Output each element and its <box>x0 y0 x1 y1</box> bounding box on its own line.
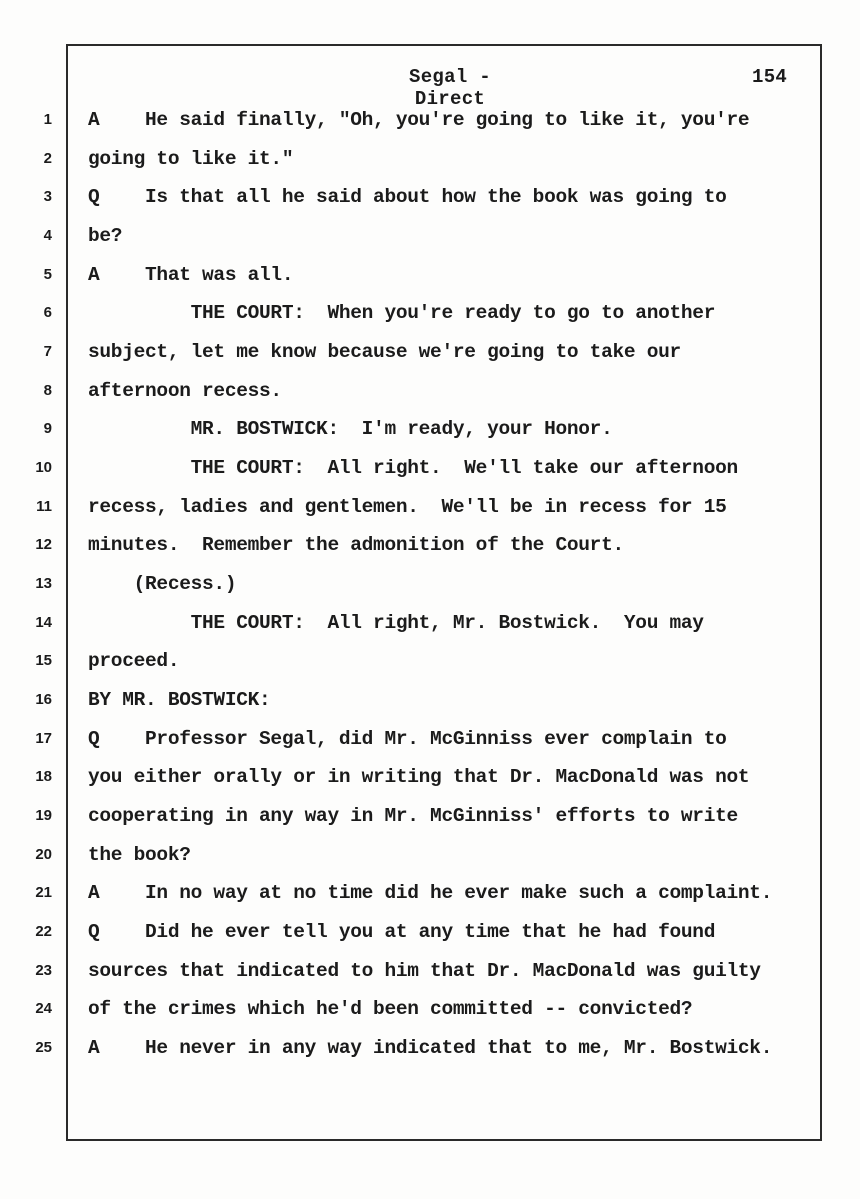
line-text: A He never in any way indicated that to me, Mr. Bostwick. <box>88 1037 773 1060</box>
line-number: 7 <box>43 343 52 361</box>
transcript-line <box>0 878 860 908</box>
line-number: 24 <box>35 1000 52 1018</box>
line-number: 18 <box>35 768 52 786</box>
line-number: 22 <box>35 923 52 941</box>
transcript-line <box>0 144 860 174</box>
transcript-line <box>0 298 860 328</box>
transcript-line <box>0 1033 860 1063</box>
line-text: minutes. Remember the admonition of the Court. <box>88 534 624 557</box>
line-text: MR. BOSTWICK: I'm ready, your Honor. <box>88 418 613 441</box>
transcript-line <box>0 685 860 715</box>
line-number: 21 <box>35 884 52 902</box>
transcript-line <box>0 414 860 444</box>
line-number: 2 <box>43 149 52 167</box>
transcript-line <box>0 260 860 290</box>
line-number: 8 <box>43 381 52 399</box>
line-number: 6 <box>43 304 52 322</box>
line-text: sources that indicated to him that Dr. MacDonald was guilty <box>88 959 761 982</box>
line-text: Q Is that all he said about how the book was going to <box>88 186 727 209</box>
transcript-line <box>0 492 860 522</box>
line-number: 16 <box>35 691 52 709</box>
line-text: afternoon recess. <box>88 379 282 402</box>
transcript-line <box>0 956 860 986</box>
transcript-line <box>0 530 860 560</box>
transcript-line <box>0 646 860 676</box>
transcript-line <box>0 994 860 1024</box>
page-number: 154 <box>752 66 788 88</box>
line-number: 20 <box>35 845 52 863</box>
line-text: be? <box>88 225 123 247</box>
transcript-line <box>0 762 860 792</box>
line-text: the book? <box>88 843 191 866</box>
line-number: 15 <box>35 652 52 670</box>
line-text: THE COURT: All right, Mr. Bostwick. You may <box>88 611 704 634</box>
line-number: 1 <box>43 111 52 128</box>
transcript-line <box>0 376 860 406</box>
line-text: Q Did he ever tell you at any time that he had found <box>88 921 716 944</box>
line-number: 10 <box>35 459 52 477</box>
line-number: 4 <box>43 227 52 244</box>
transcript-line <box>0 221 860 251</box>
transcript-line <box>0 453 860 483</box>
line-number: 12 <box>35 536 52 554</box>
transcript-line <box>0 105 860 135</box>
line-text: A In no way at no time did he ever make such a complaint. <box>88 882 773 905</box>
line-text: subject, let me know because we're going to take our <box>88 341 681 364</box>
transcript-line <box>0 917 860 947</box>
line-number: 5 <box>43 265 52 283</box>
line-text: THE COURT: When you're ready to go to another <box>88 302 716 325</box>
line-text: (Recess.) <box>88 573 237 596</box>
line-number: 17 <box>35 729 52 747</box>
transcript-line <box>0 724 860 754</box>
line-number: 19 <box>35 807 52 825</box>
line-text: THE COURT: All right. We'll take our afternoon <box>88 457 738 480</box>
header-title: Segal - Direct <box>409 66 491 110</box>
line-text: recess, ladies and gentlemen. We'll be in recess for 15 <box>88 495 727 518</box>
line-text: of the crimes which he'd been committed -- convicted? <box>88 998 693 1021</box>
line-number: 14 <box>35 613 52 631</box>
line-text: Q Professor Segal, did Mr. McGinniss ever complain to <box>88 727 727 750</box>
transcript-line <box>0 337 860 367</box>
line-number: 3 <box>43 188 52 206</box>
transcript-line <box>0 801 860 831</box>
transcript-line <box>0 840 860 870</box>
line-text: A He said finally, "Oh, you're going to like it, you're <box>88 109 750 131</box>
line-number: 13 <box>35 575 52 593</box>
line-text: A That was all. <box>88 263 294 286</box>
line-text: proceed. <box>88 650 180 673</box>
line-text: BY MR. BOSTWICK: <box>88 689 271 712</box>
line-text: cooperating in any way in Mr. McGinniss' efforts to write <box>88 805 738 828</box>
transcript-line <box>0 569 860 599</box>
line-text: you either orally or in writing that Dr. MacDonald was not <box>88 766 750 789</box>
line-text: going to like it." <box>88 147 294 170</box>
line-number: 9 <box>43 420 52 438</box>
line-number: 25 <box>35 1039 52 1057</box>
line-number: 11 <box>36 497 52 515</box>
transcript-line <box>0 608 860 638</box>
transcript-line <box>0 182 860 212</box>
line-number: 23 <box>35 961 52 979</box>
